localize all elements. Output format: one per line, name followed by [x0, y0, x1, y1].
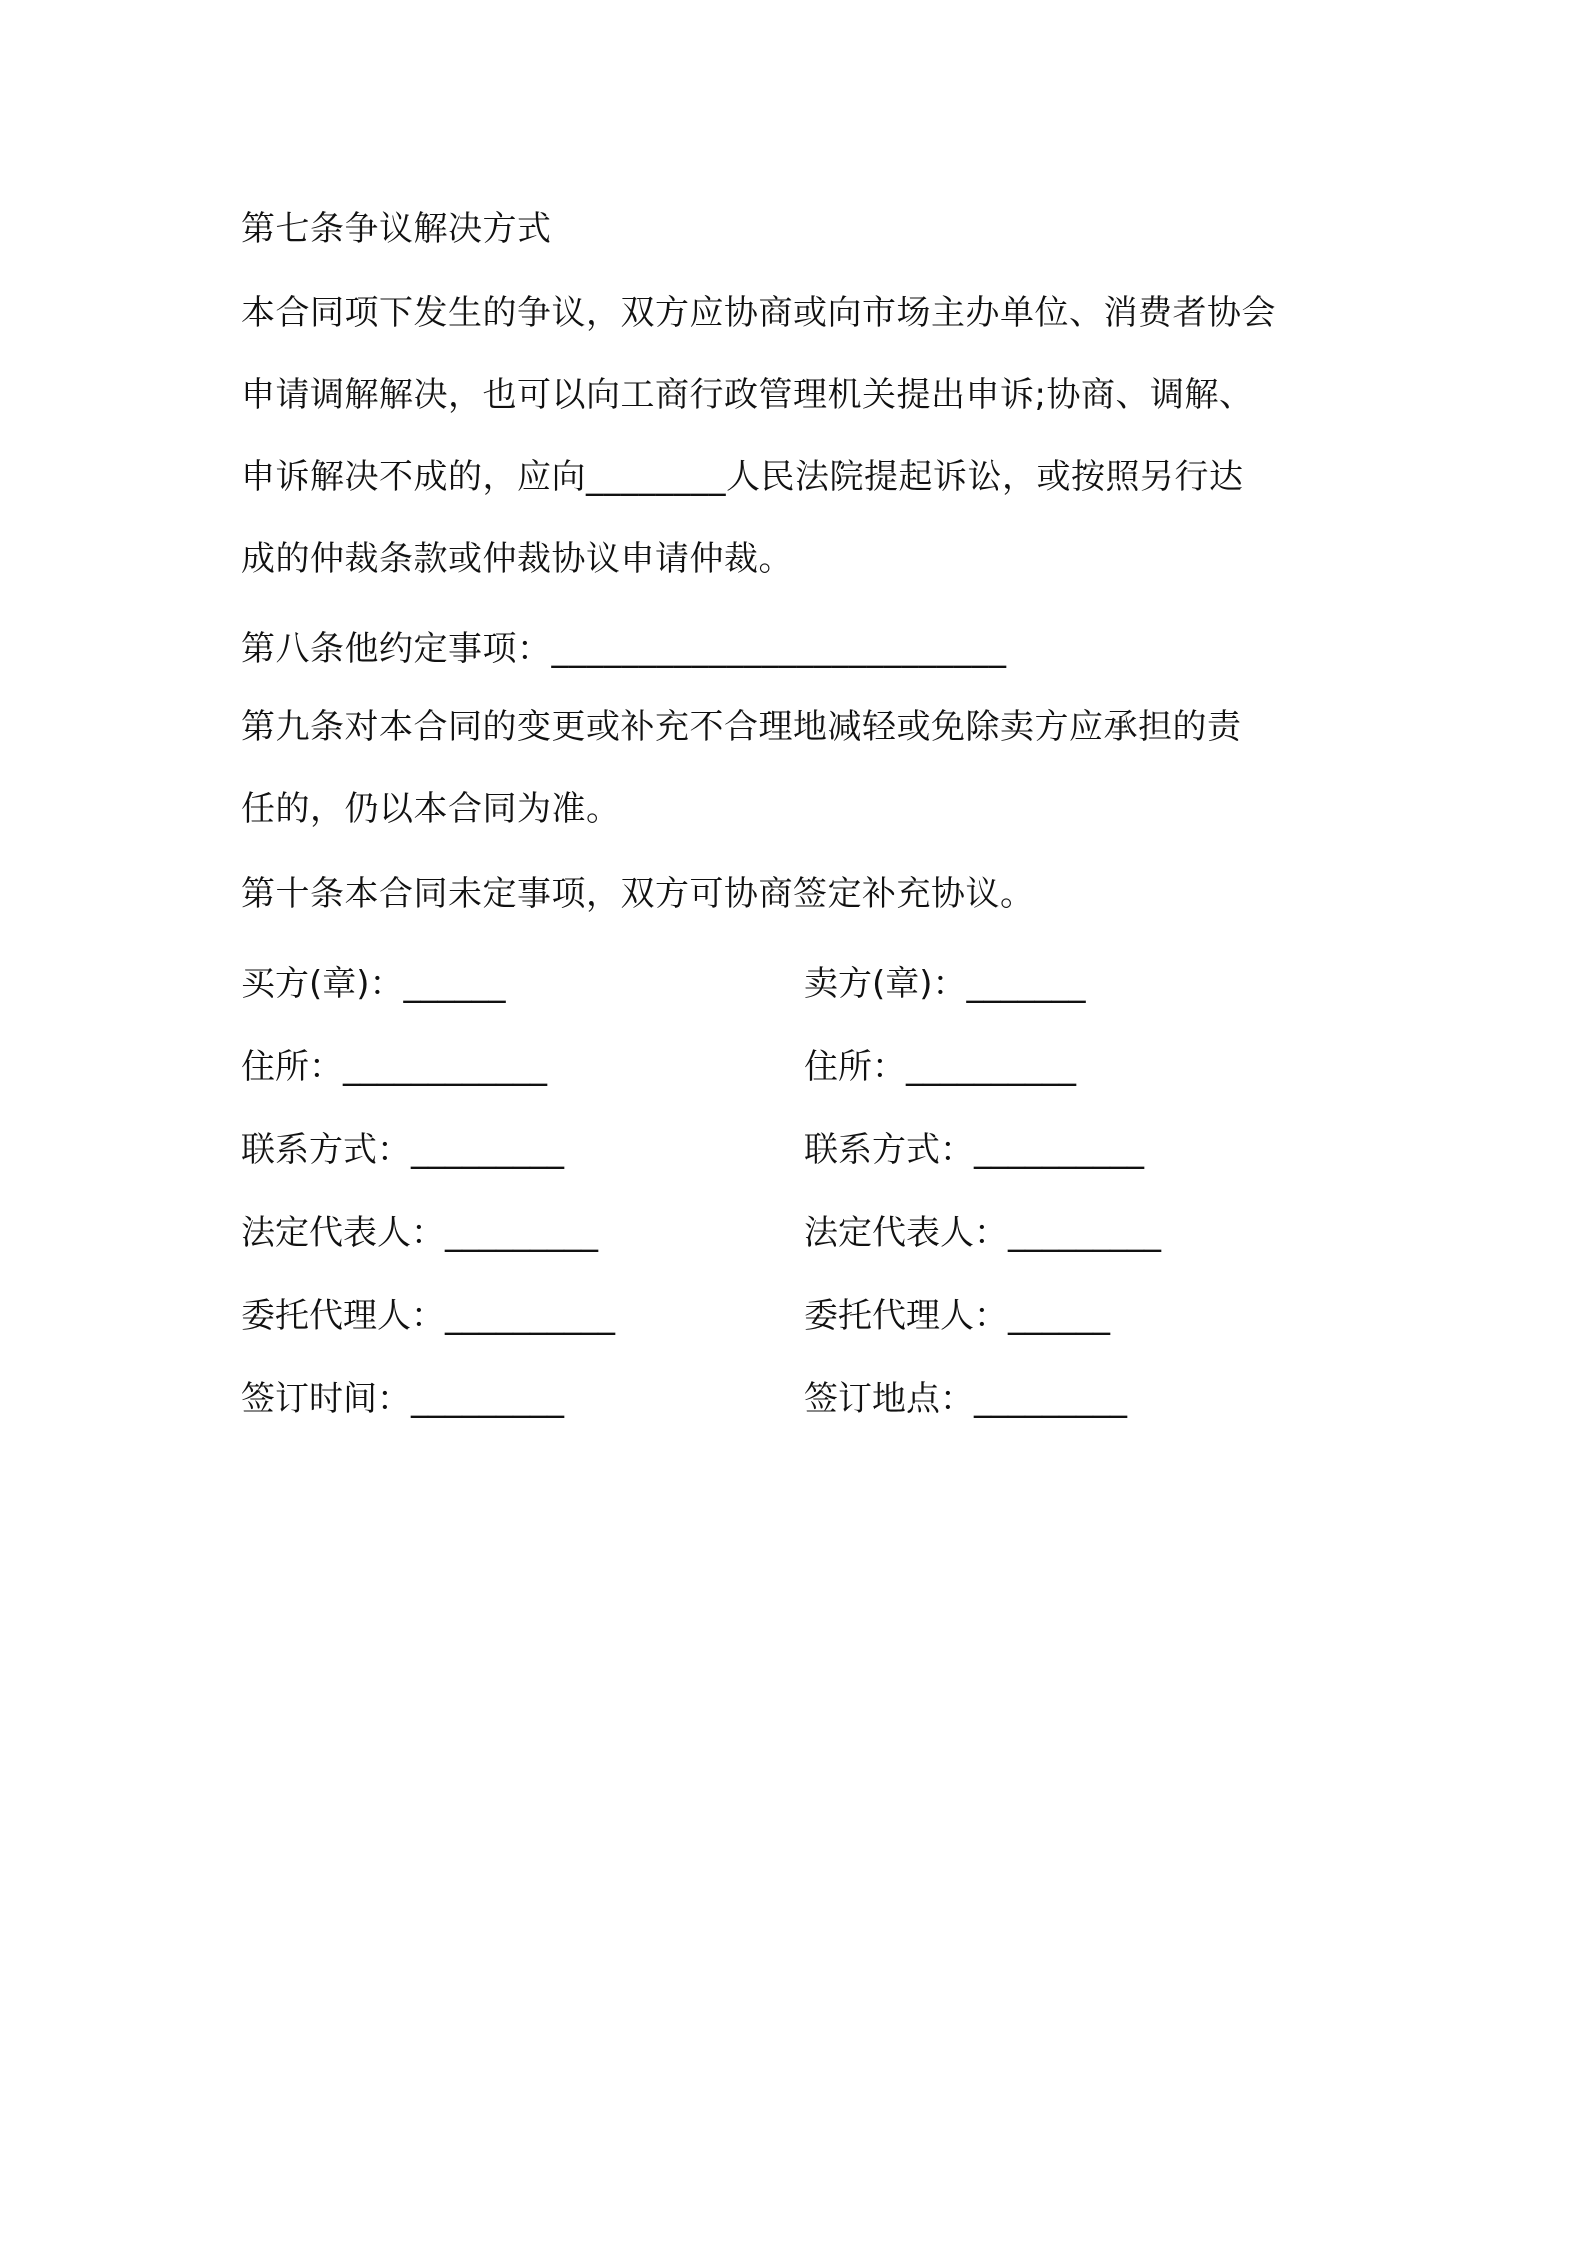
buyer-address-field: 住所：____________ [241, 1047, 547, 1087]
article-9-line-1: 第九条对本合同的变更或补充不合理地减轻或免除卖方应承担的责 [241, 707, 1242, 747]
signature-row [241, 1378, 1341, 1420]
seller-contact-field: 联系方式：__________ [804, 1130, 1144, 1170]
article-8: 第八条他约定事项：__________________________ [241, 629, 1007, 669]
signature-row [241, 963, 1341, 1005]
article-7-title: 第七条争议解决方式 [241, 209, 552, 249]
article-7-body-line-4: 成的仲裁条款或仲裁协议申请仲裁。 [241, 539, 793, 579]
buyer-legal-rep-field: 法定代表人：_________ [241, 1213, 598, 1253]
buyer-agent-field: 委托代理人：__________ [241, 1296, 615, 1336]
article-9-line-2: 任的，仍以本合同为准。 [241, 789, 621, 829]
article-7-body-line-1: 本合同项下发生的争议，双方应协商或向市场主办单位、消费者协会 [241, 293, 1276, 333]
seller-address-field: 住所：__________ [804, 1047, 1076, 1087]
signature-row [241, 1295, 1341, 1337]
signature-row [241, 1046, 1341, 1088]
signature-row [241, 1212, 1341, 1254]
seller-legal-rep-field: 法定代表人：_________ [804, 1213, 1161, 1253]
article-7-body-line-3: 申诉解决不成的，应向________人民法院提起诉讼，或按照另行达 [241, 457, 1244, 497]
signing-place-field: 签订地点：_________ [804, 1379, 1127, 1419]
seller-seal-field: 卖方(章)：_______ [804, 964, 1086, 1004]
buyer-contact-field: 联系方式：_________ [241, 1130, 564, 1170]
signature-row [241, 1129, 1341, 1171]
buyer-seal-field: 买方(章)：______ [241, 964, 506, 1004]
article-7-body-line-2: 申请调解解决，也可以向工商行政管理机关提出申诉;协商、调解、 [241, 375, 1254, 415]
signing-time-field: 签订时间：_________ [241, 1379, 564, 1419]
article-10: 第十条本合同未定事项，双方可协商签定补充协议。 [241, 874, 1035, 914]
seller-agent-field: 委托代理人：______ [804, 1296, 1110, 1336]
